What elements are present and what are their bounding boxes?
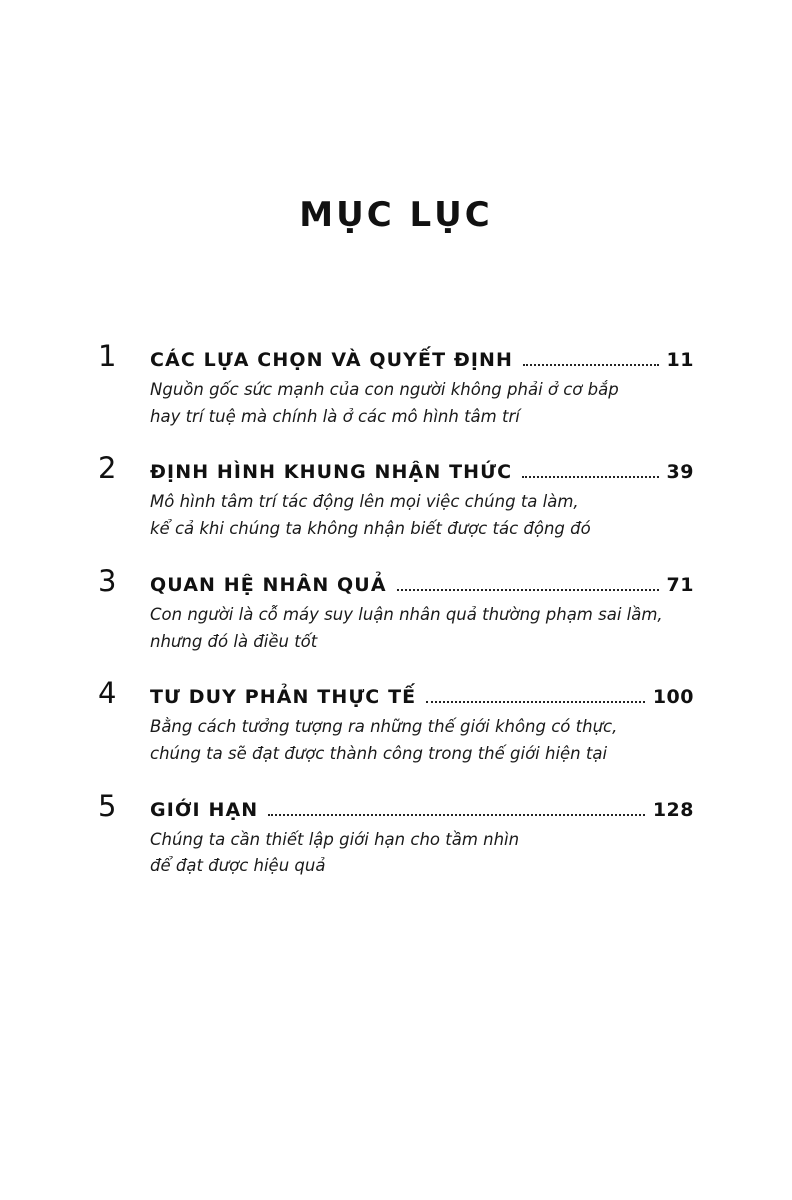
chapter-page-number: 128 — [652, 798, 694, 821]
leader-dots — [397, 588, 659, 591]
chapter-description-line: chúng ta sẽ đạt được thành công trong thế giới hiện tại — [150, 744, 608, 764]
toc-entry-header — [98, 563, 694, 598]
table-of-contents — [98, 339, 694, 904]
toc-entry[interactable] — [98, 451, 694, 542]
chapter-page-number: 71 — [666, 573, 694, 596]
chapter-page-number: 11 — [666, 349, 694, 371]
chapter-page-number: 39 — [666, 461, 694, 484]
page-title: MỤC LỤC — [299, 195, 493, 235]
chapter-description-line: để đạt được hiệu quả — [150, 856, 326, 876]
chapter-description — [150, 602, 694, 655]
chapter-description-line: Chúng ta cần thiết lập giới hạn cho tầm nhìn — [150, 829, 520, 849]
chapter-title: TƯ DUY PHẢN THỰC TẾ — [150, 686, 417, 709]
toc-entry-header — [98, 676, 694, 711]
chapter-description-line: hay trí tuệ mà chính là ở các mô hình tâm trí — [150, 406, 520, 426]
toc-entry-header — [98, 788, 694, 823]
toc-entry[interactable] — [98, 676, 694, 767]
chapter-number: 5 — [98, 788, 117, 823]
chapter-number: 2 — [98, 451, 117, 486]
chapter-description — [150, 714, 694, 767]
chapter-description-line: nhưng đó là điều tốt — [150, 631, 318, 651]
leader-dots — [426, 700, 645, 703]
chapter-description — [150, 377, 694, 430]
toc-entry[interactable] — [98, 563, 694, 655]
chapter-description — [150, 827, 694, 880]
chapter-number: 3 — [98, 563, 117, 598]
chapter-title: ĐỊNH HÌNH KHUNG NHẬN THỨC — [150, 461, 513, 484]
chapter-title: QUAN HỆ NHÂN QUẢ — [150, 573, 387, 596]
chapter-description-line: Mô hình tâm trí tác động lên mọi việc chúng ta làm, — [150, 492, 579, 512]
chapter-title: GIỚI HẠN — [150, 798, 259, 821]
chapter-number: 1 — [98, 339, 117, 373]
toc-entry-header — [98, 339, 694, 373]
toc-entry[interactable] — [98, 788, 694, 880]
leader-dots — [522, 475, 658, 478]
chapter-title: CÁC LỰA CHỌN VÀ QUYẾT ĐỊNH — [150, 349, 514, 371]
toc-entry[interactable] — [98, 339, 694, 430]
chapter-description — [150, 489, 694, 542]
chapter-description-line: Con người là cỗ máy suy luận nhân quả thường phạm sai lầm, — [150, 604, 663, 624]
chapter-description-line: Nguồn gốc sức mạnh của con người không phải ở cơ bắp — [150, 380, 619, 399]
chapter-page-number: 100 — [652, 686, 694, 709]
leader-dots — [523, 363, 659, 366]
chapter-description-line: kể cả khi chúng ta không nhận biết được tác động đó — [150, 519, 591, 539]
leader-dots — [268, 813, 645, 816]
chapter-number: 4 — [98, 676, 117, 711]
chapter-description-line: Bằng cách tưởng tượng ra những thế giới không có thực, — [150, 717, 618, 737]
toc-entry-header — [98, 451, 694, 486]
